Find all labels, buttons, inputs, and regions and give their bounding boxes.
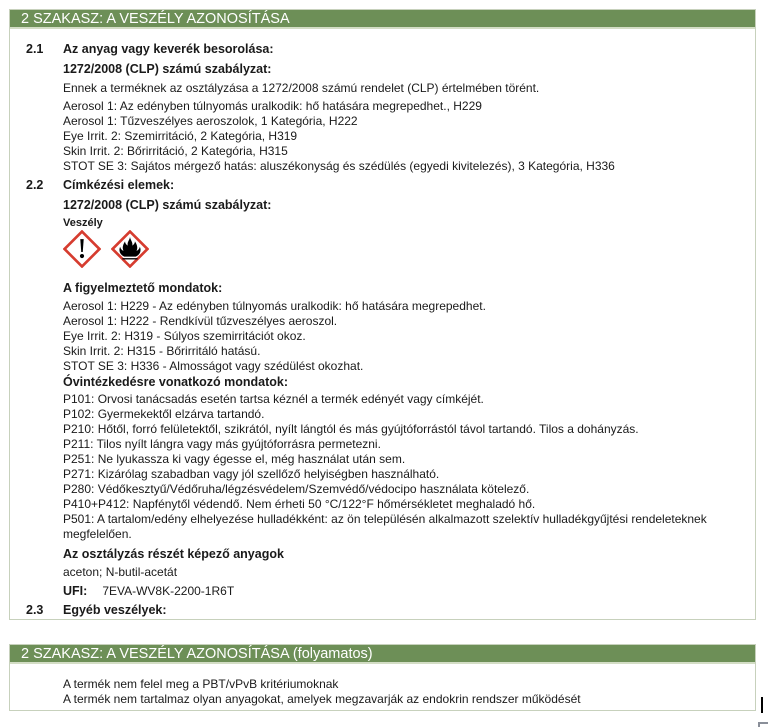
precaution-statement-line: P211: Tilos nyílt lángra vagy más gyújtóforrásra permetezni.: [63, 437, 381, 451]
clp-regulation-heading: 1272/2008 (CLP) számú szabályzat:: [63, 198, 272, 212]
ghs-pictogram-row: [63, 230, 745, 270]
section-header-title: 2 SZAKASZ: A VESZÉLY AZONOSÍTÁSA: [21, 11, 290, 27]
precaution-statement-line: megfelelően.: [63, 527, 132, 541]
section-2-content: [10, 41, 755, 618]
ufi-label: UFI:: [63, 584, 88, 598]
subsection-number: 2.2: [26, 178, 44, 192]
text-cursor-caret: [761, 697, 763, 713]
hazard-statement-line: STOT SE 3: H336 - Almosságot vagy szédülést okozhat.: [63, 359, 364, 373]
classification-line: Eye Irrit. 2: Szemirritáció, 2 Kategória, H319: [63, 129, 298, 143]
hazard-statements-list: [26, 299, 745, 374]
clipped-corner-mark: [758, 722, 768, 727]
ufi-value: 7EVA-WV8K-2200-1R6T: [102, 584, 235, 598]
section-2-continued-box: [9, 644, 756, 711]
classification-line: STOT SE 3: Sajátos mérgező hatás: aluszékonyság és szédülés (egyedi kivitelezés), 3 Kategória, H336: [63, 159, 615, 173]
precaution-statement-line: P210: Hőtől, forró felületektől, szikrától, nyílt lángtól és más gyújtóforrástól távol tartandó. Tilos a dohányzás.: [63, 422, 639, 436]
subsection-2-1-heading: [26, 41, 745, 57]
clp-regulation-heading: 1272/2008 (CLP) számú szabályzat:: [63, 62, 272, 76]
flame-icon: [111, 230, 149, 268]
subsection-title: Címkézési elemek:: [63, 178, 175, 192]
subsection-title: Az anyag vagy keverék besorolása:: [63, 42, 274, 56]
subsection-2-3-heading: [26, 602, 745, 618]
classification-substances: aceton; N-butil-acetát: [63, 565, 178, 579]
hazard-statement-line: Skin Irrit. 2: H315 - Bőrirritáló hatású.: [63, 344, 261, 358]
hazard-statement-line: Aerosol 1: H229 - Az edényben túlnyomás uralkodik: hő hatására megrepedhet.: [63, 299, 486, 313]
hazard-statement-line: Eye Irrit. 2: H319 - Súlyos szemirritációt okoz.: [63, 329, 306, 343]
classification-line: Skin Irrit. 2: Bőrirritáció, 2 Kategória, H315: [63, 144, 288, 158]
ghs-flame-pictogram: [111, 230, 149, 268]
signal-word: Veszély: [63, 217, 103, 229]
section-header-bar-continued: [10, 645, 755, 664]
subsection-2-2-heading: [26, 177, 745, 193]
classification-line: Aerosol 1: Az edényben túlnyomás uralkodik: hő hatására megrepedhet., H229: [63, 99, 482, 113]
subsection-number: 2.3: [26, 603, 44, 617]
classification-substances-heading: Az osztályzás részét képező anyagok: [63, 547, 284, 561]
classification-line: Aerosol 1: Tűzveszélyes aeroszolok, 1 Kategória, H222: [63, 114, 358, 128]
hazard-statements-heading: A figyelmeztető mondatok:: [63, 281, 223, 295]
ufi-row: [63, 583, 745, 599]
section-header-bar: [10, 10, 755, 29]
precaution-statement-line: P271: Kizárólag szabadban vagy jól szellőző helyiségben használható.: [63, 467, 440, 481]
exclamation-icon: [63, 230, 101, 268]
pbt-statement-line: A termék nem felel meg a PBT/vPvB kritériumoknak: [63, 677, 339, 691]
ghs-exclamation-pictogram: [63, 230, 101, 268]
section-header-title-continued: 2 SZAKASZ: A VESZÉLY AZONOSÍTÁSA (folyamatos): [21, 646, 373, 662]
endocrine-statement-line: A termék nem tartalmaz olyan anyagokat, amelyek megzavarják az endokrin rendszer működését: [63, 692, 581, 706]
subsection-number: 2.1: [26, 42, 44, 56]
precaution-statement-line: P280: Védőkesztyű/Védőruha/légzésvédelem/Szemvédő/védocipo használata kötelező.: [63, 482, 530, 496]
precaution-statement-line: P251: Ne lyukassza ki vagy égesse el, még használat után sem.: [63, 452, 406, 466]
section-2-box: [9, 9, 756, 620]
precaution-statement-line: P102: Gyermekektől elzárva tartandó.: [63, 407, 265, 421]
classification-list: [26, 99, 745, 174]
precaution-statement-line: P501: A tartalom/edény elhelyezése hulladékként: az ön településén alkalmazott szelektív hulladékgyűjtési rendeleteknek: [63, 512, 707, 526]
section-2-continued-content: [10, 664, 755, 707]
subsection-title: Egyéb veszélyek:: [63, 603, 167, 617]
precaution-statements-list: [26, 392, 745, 542]
hazard-statement-line: Aerosol 1: H222 - Rendkívül tűzveszélyes aeroszol.: [63, 314, 338, 328]
precaution-statement-line: P410+P412: Napfénytől védendő. Nem érheti 50 °C/122°F hőmérsékletet meghaladó hő.: [63, 497, 536, 511]
precaution-statement-line: P101: Orvosi tanácsadás esetén tartsa kéznél a termék edényét vagy címkéjét.: [63, 392, 484, 406]
classification-intro: Ennek a terméknek az osztályzása a 1272/2008 számú rendelet (CLP) értelmében törént.: [63, 81, 540, 95]
precaution-statements-heading: Óvintézkedésre vonatkozó mondatok:: [63, 375, 289, 389]
